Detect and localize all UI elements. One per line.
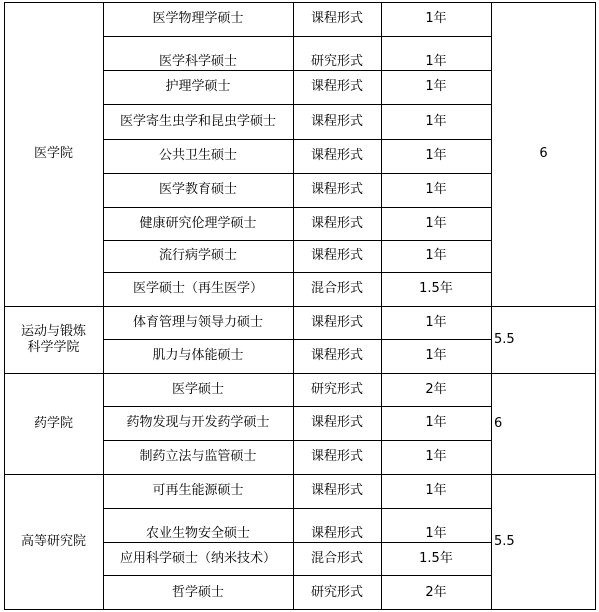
program-format: 课程形式 <box>310 79 363 94</box>
program-name: 药物发现与开发药学硕士 <box>126 415 270 430</box>
program-format: 课程形式 <box>310 526 363 541</box>
program-duration: 1年 <box>425 79 447 94</box>
program-duration: 1年 <box>425 348 447 363</box>
program-duration: 2年 <box>425 381 447 397</box>
program-name: 可再生能源硕士 <box>152 483 244 498</box>
program-name: 制药立法与监管硕士 <box>139 449 257 464</box>
program-duration: 1年 <box>425 54 447 69</box>
program-duration: 1年 <box>425 526 447 541</box>
program-format: 课程形式 <box>310 113 363 129</box>
program-format: 课程形式 <box>310 148 363 163</box>
program-duration: 1年 <box>425 415 447 430</box>
program-format: 课程形式 <box>310 314 363 330</box>
program-name: 体育管理与领导力硕士 <box>132 314 263 330</box>
program-name: 流行病学硕士 <box>158 248 237 263</box>
program-duration: 1.5年 <box>419 281 453 296</box>
program-name: 医学物理学硕士 <box>152 11 244 26</box>
program-duration: 1年 <box>425 182 447 197</box>
program-duration: 1年 <box>425 215 447 231</box>
program-name: 医学硕士（再生医学） <box>132 281 263 296</box>
program-format: 课程形式 <box>310 348 363 363</box>
requirement-score: 6 <box>494 415 503 431</box>
requirement-score: 6 <box>539 146 548 161</box>
program-duration: 1年 <box>425 113 447 129</box>
program-name: 医学教育硕士 <box>158 182 237 197</box>
college-name: 药学院 <box>33 415 73 431</box>
program-duration: 1年 <box>425 11 447 26</box>
program-name: 肌力与体能硕士 <box>152 348 244 363</box>
program-name: 医学硕士 <box>171 381 224 397</box>
program-duration: 1年 <box>425 314 447 330</box>
program-name: 医学科学硕士 <box>158 54 237 69</box>
requirement-score: 5.5 <box>494 331 515 347</box>
program-format: 课程形式 <box>310 483 363 498</box>
program-duration: 1年 <box>425 483 447 498</box>
program-format: 研究形式 <box>310 381 363 397</box>
program-duration: 1年 <box>425 148 447 163</box>
program-format: 课程形式 <box>310 11 363 26</box>
program-format: 课程形式 <box>310 182 363 197</box>
program-name: 医学寄生虫学和昆虫学硕士 <box>119 113 276 129</box>
college-name: 医学院 <box>33 146 73 161</box>
program-duration: 1年 <box>425 248 447 263</box>
college-name: 高等研究院 <box>20 534 86 549</box>
program-name: 哲学硕士 <box>171 584 224 600</box>
program-duration: 2年 <box>425 584 447 600</box>
program-format: 研究形式 <box>310 584 363 600</box>
college-name: 运动与锻炼 科学学院 <box>20 323 86 355</box>
program-format: 混合形式 <box>310 281 363 296</box>
program-format: 课程形式 <box>310 215 363 231</box>
requirement-score: 5.5 <box>494 534 515 549</box>
program-name: 农业生物安全硕士 <box>145 526 250 541</box>
program-name: 护理学硕士 <box>165 79 231 94</box>
program-format: 研究形式 <box>310 54 363 69</box>
program-duration: 1.5年 <box>419 550 453 566</box>
program-duration: 1年 <box>425 449 447 464</box>
program-name: 应用科学硕士（纳米技术） <box>119 550 276 566</box>
program-format: 课程形式 <box>310 248 363 263</box>
program-name: 公共卫生硕士 <box>158 148 237 163</box>
program-format: 混合形式 <box>310 550 363 566</box>
program-format: 课程形式 <box>310 449 363 464</box>
program-format: 课程形式 <box>310 415 363 430</box>
program-name: 健康研究伦理学硕士 <box>139 215 257 231</box>
